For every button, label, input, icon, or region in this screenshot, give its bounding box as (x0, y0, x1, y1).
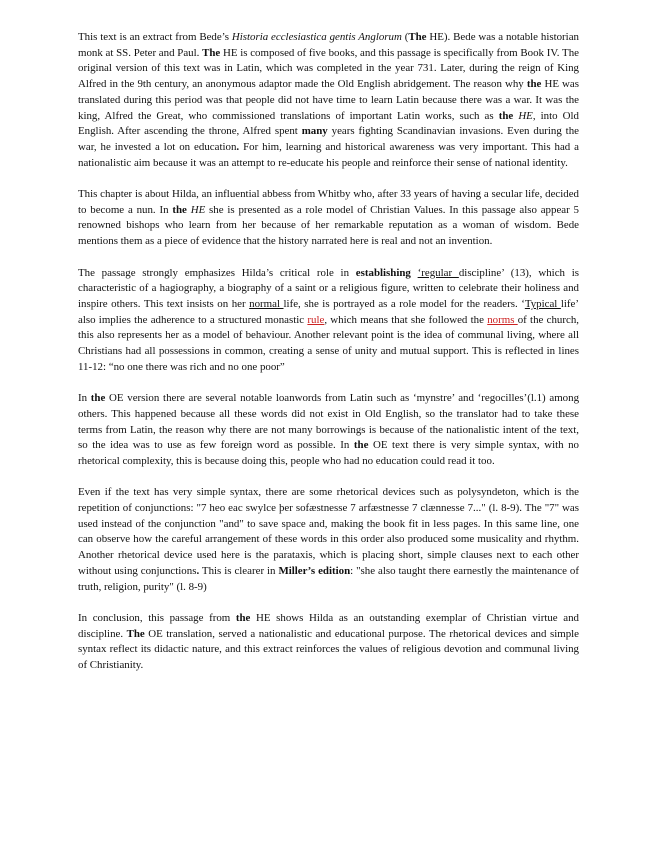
bold-text: The (408, 31, 427, 43)
text-run: OE version there are several notable loanwords from Latin such as ‘mynstre’ and ‘regocilles’(l.1) among others. This happened because all these words did not exist in Old English, so the translator had to take these terms from Latin, the reason why there are not many borrowings is because of the nationalistic intent of the text, so the idea was to use as few foreign word as possible. In (78, 392, 580, 452)
text-run: In (78, 392, 91, 405)
text-run: life, she is portrayed as a role model for the readers. ‘ (283, 297, 525, 310)
text-run: of the church, this also represents her as a model of behaviour. Another relevant point is the idea of communal living, where all Christians had all possessions in common, creating a sense of unity and mutual support. This is reflected in lines 11-12: “no one there was rich and no one poor” (78, 313, 579, 373)
spellcheck-flagged-text: norms (487, 313, 518, 326)
paragraph-5 (78, 485, 579, 595)
text-run: HE shows Hilda as an outstanding exemplar of Christian virtue and discipline. (78, 611, 579, 640)
italic-text: HE (518, 109, 533, 122)
bold-text: the (172, 203, 187, 216)
text-run: OE text there is very simple syntax, with no rhetorical complexity, this is because doing this, people who had no education could read it too. (78, 439, 579, 467)
text-run: For him, learning and historical awareness was very important. This had a nationalistic aim because it was an attempt to re-educate his people and reinforce their sense of national identity. (78, 140, 580, 169)
bold-text: the (498, 109, 514, 122)
text-run: ( (401, 31, 409, 43)
text-run: HE). Bede was a notable historian monk at SS. Peter and Paul. (78, 31, 579, 59)
bold-text: many (301, 125, 328, 138)
text-run: HE was translated during this period was that people did not have time to learn Latin because there was a war. It was the king, Alfred the Great, who commissioned translations of important Latin works, such as (78, 78, 579, 122)
bold-text: . (236, 140, 240, 153)
text-run: This chapter is about Hilda, an influential abbess from Whitby who, after 33 years of having a secular life, decided to become a nun. In (78, 188, 579, 216)
text-run: In conclusion, this passage from (78, 611, 236, 624)
text-run: : "she also taught there earnestly the maintenance of truth, religion, purity" (l. 8-9) (78, 564, 579, 593)
text-run: discipline’ (13), which is characteristic of a hagiography, a biography of a saint or a religious figure, written to celebrate their holiness and inspire others. This text insists on her (78, 266, 579, 310)
spellcheck-flagged-text: rule (307, 313, 325, 326)
italic-text: HE (190, 203, 206, 216)
bold-text: the (526, 78, 542, 91)
paragraph-3 (78, 266, 579, 376)
bold-text: The (202, 46, 221, 59)
text-run: This is clearer in (199, 564, 279, 577)
paragraph-2 (78, 187, 579, 250)
text-run: Even if the text has very simple syntax, there are some rhetorical devices such as polysyndeton, which is the repetition of conjunctions: "7 heo eac swylce þer sofæstnesse 7 arfæstnesse 7 clænnesse 7..." (l. 8-9). The "7" was used instead of the conjunction "and" to save space and, making the book fit in less pages. In this same line, one can observe how the careful arrangement of these words in this order also produced some musicality and rhythm. Another rhetorical device used here is the parataxis, which is placing short, simple clauses next to each other without using conjunctions (78, 486, 579, 577)
text-run: , into Old English. After ascending the throne, Alfred spent (78, 109, 579, 138)
paragraph-6 (78, 611, 579, 674)
bold-text: Miller’s edition (278, 564, 351, 577)
text-run: she is presented as a role model of Christian Values. In this passage also appear 5 renowned bishops who learn from her because of her remarkable reputation as a woman of wisdom. Bede mentions them as a piece of evidence that the history narrated here is real and not an invention. (78, 203, 579, 248)
text-run: The passage strongly emphasizes Hilda’s critical role in (78, 266, 356, 279)
underlined-text: ‘regular (417, 266, 459, 279)
text-run: years fighting Scandinavian invasions. Even during the war, he invested a lot on education (78, 125, 579, 153)
bold-text: . (196, 564, 200, 577)
bold-text: the (90, 392, 106, 405)
text-run: life’ also implies the adherence to a structured monastic (78, 297, 579, 326)
bold-text: the (235, 611, 251, 624)
text-run: OE translation, served a nationalistic and educational purpose. The rhetorical devices and simple syntax reflect its didactic nature, and this extract reinforces the values of religious devotion and communal living of Christianity. (78, 627, 579, 672)
document-page (78, 30, 579, 689)
bold-text: the (353, 439, 369, 452)
italic-text: Historia ecclesiastica gentis Anglorum (231, 31, 402, 43)
text-run: , which means that she followed the (324, 313, 488, 326)
text-run: HE is composed of five books, and this passage is specifically from Book IV. The original version of this text was in Latin, which was completed in the year 731. Later, during the reign of King Alfred in the 9th century, an anonymous adaptor made the Old English abridgement. The reason why (78, 46, 579, 91)
paragraph-4 (78, 391, 579, 470)
text-run: This text is an extract from Bede’s (78, 31, 232, 43)
bold-text: establishing (355, 266, 411, 279)
bold-text: The (126, 627, 145, 640)
text-run (411, 267, 418, 279)
paragraph-1 (78, 30, 579, 171)
underlined-text: Typical (524, 297, 561, 310)
underlined-text: normal (249, 297, 284, 310)
